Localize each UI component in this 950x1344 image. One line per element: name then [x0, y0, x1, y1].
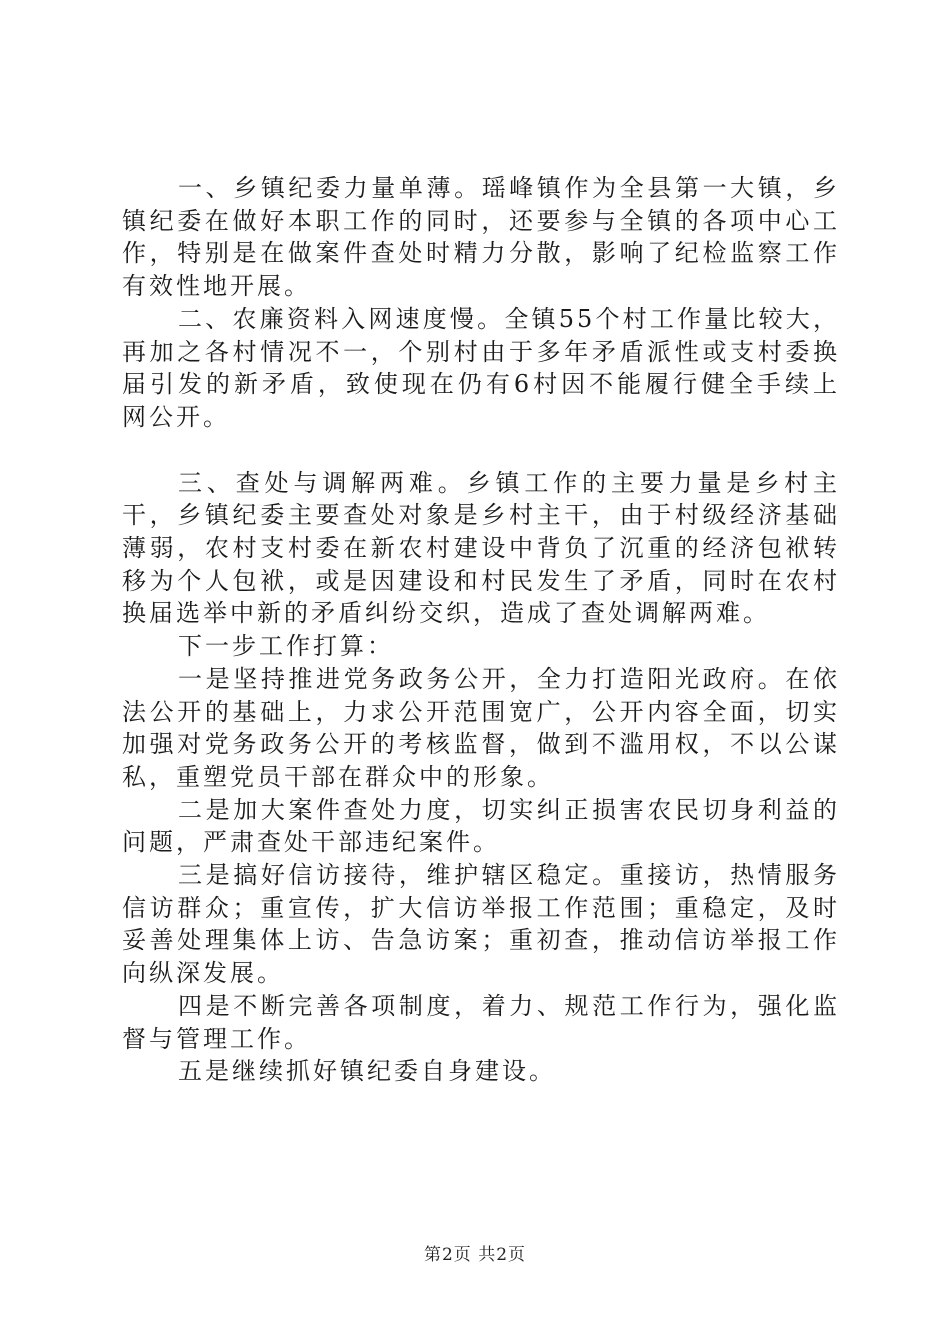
paragraph-slow-online-records: 二、农廉资料入网速度慢。全镇55个村工作量比较大，再加之各村情况不一，个别村由于多年矛盾派性或支村委换届引发的新矛盾，致使现在仍有6村因不能履行健全手续上网公开。 — [122, 304, 840, 431]
paragraph-next-steps-heading: 下一步工作打算： — [178, 632, 394, 661]
document-body — [122, 172, 840, 1088]
page-number-footer: 第2页 共2页 — [423, 1245, 527, 1265]
paragraph-investigation-mediation: 三、查处与调解两难。乡镇工作的主要力量是乡村主干，乡镇纪委主要查处对象是乡村主干，由于村级经济基础薄弱，农村支村委在新农村建设中背负了沉重的经济包袱转移为个人包袱，或是因建设和村民发生了矛盾，同时在农村换届选举中新的矛盾纠纷交织，造成了查处调解两难。 — [122, 468, 840, 628]
paragraph-plan-three: 三是搞好信访接待，维护辖区稳定。重接访，热情服务信访群众；重宣传，扩大信访举报工作范围；重稳定，及时妥善处理集体上访、告急访案；重初查，推动信访举报工作向纵深发展。 — [122, 861, 840, 988]
paragraph-plan-five: 五是继续抓好镇纪委自身建设。 — [178, 1057, 556, 1086]
paragraph-plan-four: 四是不断完善各项制度，着力、规范工作行为，强化监督与管理工作。 — [122, 991, 840, 1053]
paragraph-plan-one: 一是坚持推进党务政务公开，全力打造阳光政府。在依法公开的基础上，力求公开范围宽广，公开内容全面，切实加强对党务政务公开的考核监督，做到不滥用权，不以公谋私，重塑党员干部在群众中的形象。 — [122, 664, 840, 791]
paragraph-weak-discipline-committee: 一、乡镇纪委力量单薄。瑶峰镇作为全县第一大镇，乡镇纪委在做好本职工作的同时，还要参与全镇的各项中心工作，特别是在做案件查处时精力分散，影响了纪检监察工作有效性地开展。 — [122, 174, 840, 301]
paragraph-plan-two: 二是加大案件查处力度，切实纠正损害农民切身利益的问题，严肃查处干部违纪案件。 — [122, 795, 840, 857]
